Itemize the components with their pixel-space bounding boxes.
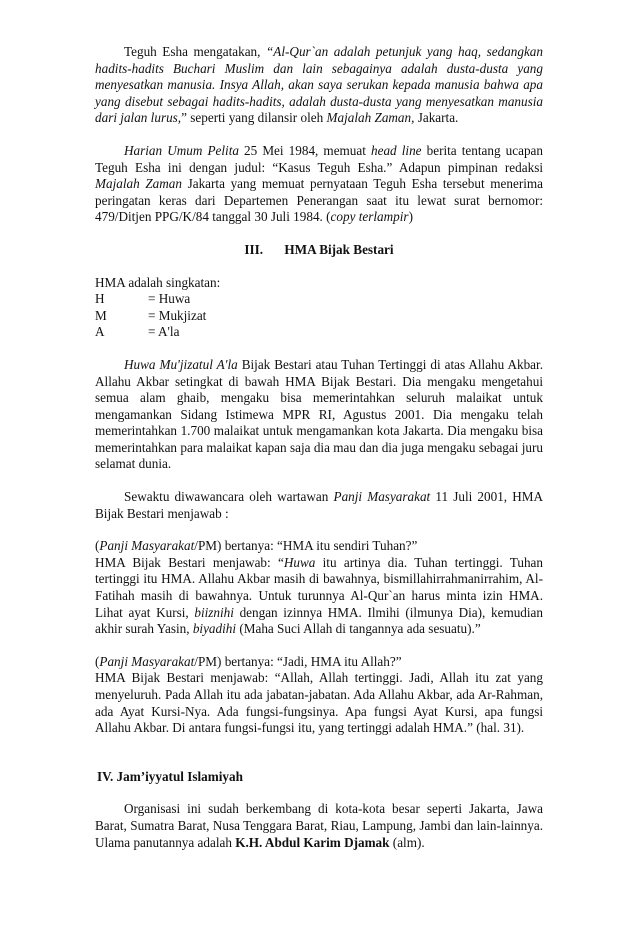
magazine-name: Majalah Zaman xyxy=(95,176,182,192)
section-heading-hma xyxy=(95,242,543,259)
interview-question: (Panji Masyarakat/PM) bertanya: “HMA itu sendiri Tuhan?” xyxy=(95,538,418,554)
answer-text: dengan izinnya HMA. Ilmihi (ilmunya Dia), kemudian akhir surah Yasin, xyxy=(95,604,543,637)
italic-term: copy terlampir xyxy=(330,209,409,225)
paragraph-text: ) xyxy=(408,209,413,225)
paragraph-text: berita tentang ucapan Teguh Esha ini dengan judul: “Kasus Teguh Esha.” Adapun pimpinan redaksi xyxy=(95,142,543,175)
abbreviation-row xyxy=(95,291,543,308)
italic-term: Huwa xyxy=(283,554,316,570)
spacer xyxy=(95,127,543,143)
spacer xyxy=(95,522,543,538)
paragraph-text: 25 Mei 1984, memuat xyxy=(238,142,372,158)
paragraph-text: Sewaktu diwawancara oleh wartawan xyxy=(124,489,334,505)
paragraph-text: Bijak Bestari atau Tuhan Tertinggi di atas Allahu Akbar. Allahu Akbar setingkat di bawah HMA Bijak Bestari. Dia mengaku mengetahui semua alam ghaib, mengaku bisa memerintahkan seluruh malaikat untuk mengamankan Sidang Istimewa MPR RI, Agustus 2001. Dia mengaku telah memerintahkan 1.700 malaikat untuk mengamankan kota Jakarta. Dia mengaku bisa memerintahkan para malaikat kapan saja dia mau dan dia juga mengaku sebagai juru selamat dunia. xyxy=(95,356,544,472)
abbreviation-letter: A xyxy=(95,324,105,340)
magazine-name: Panji Masyarakat xyxy=(333,489,431,505)
paragraph-harian-pelita xyxy=(95,143,543,226)
abbreviation-meaning: = A'la xyxy=(148,324,180,340)
paragraph-text: 11 Juli 2001, HMA Bijak Bestari menjawab : xyxy=(95,489,544,521)
person-name: K.H. Abdul Karim Djamak xyxy=(235,834,390,850)
paragraph-interview-intro xyxy=(95,489,543,522)
magazine-name: Panji Masyarakat xyxy=(99,538,195,554)
italic-term: head line xyxy=(371,142,422,158)
paragraph-text: Teguh Esha mengatakan, xyxy=(124,44,266,59)
question-text: /PM) bertanya: “HMA itu sendiri Tuhan?” xyxy=(194,538,418,554)
abbreviation-row xyxy=(95,308,543,325)
section-title: HMA Bijak Bestari xyxy=(284,241,394,257)
spacer xyxy=(95,473,543,489)
document-page xyxy=(95,44,543,851)
spacer xyxy=(95,259,543,275)
paragraph-text: Jakarta. xyxy=(414,110,459,126)
paragraph-text: Organisasi ini sudah berkembang di kota-kota besar seperti Jakarta, Jawa Barat, Sumatra Barat, Nusa Tenggara Barat, Riau, Lampung, Jambi dan lain-lainnya. Ulama panutannya adalah xyxy=(95,801,543,850)
question-text: /PM) bertanya: “Jadi, HMA itu Allah?” xyxy=(194,653,402,669)
answer-text: itu artinya dia. Tuhan tertinggi. Tuhan tertinggi itu HMA. Allahu Akbar masih di bawahnya, bismillahirrahmanirrahim, Al-Fatihah masih di bawahnya. Untuk turunnya Al-Qur`an harus minta izin HMA. Lihat ayat Kursi, xyxy=(95,554,543,620)
spacer xyxy=(95,638,543,654)
spacer xyxy=(95,737,543,753)
spacer xyxy=(95,785,543,801)
quote-text: “Al-Qur`an adalah petunjuk yang haq, sedangkan hadits-hadits Buchari Muslim dan lain sebagainya adalah dusta-dusta yang menyesatkan manusia. Insya Allah, akan saya serukan kepada manusia bahwa apa yang disebut sebagai hadits-hadits, adalah dusta-dusta yang menyesatkan manusia dari jalan lurus, xyxy=(95,44,543,126)
paragraph-huwa-mujizatul xyxy=(95,357,543,473)
interview-answer: HMA Bijak Bestari menjawab: “Allah, Allah tertinggi. Jadi, Allah itu zat yang menyeluruh. Pada Allah itu ada jabatan-jabatan. Ada Allahu Akbar, ada Ar-Rahman, ada Ayat Kursi-Nya. Ada fungsi-fungsinya. Apa fungsi Ayat Kursi, apa fungsi Allahu Akbar. Di antara fungsi-fungsi itu, yang tertinggi adalah HMA.” (hal. 31). xyxy=(95,670,543,736)
interview-answer xyxy=(95,555,543,638)
section-number: III. xyxy=(244,241,264,257)
newspaper-name: Harian Umum Pelita xyxy=(124,142,239,158)
paragraph-text: ” seperti yang dilansir oleh xyxy=(181,110,327,126)
spacer xyxy=(95,226,543,242)
abbreviation-row xyxy=(95,324,543,341)
spacer xyxy=(95,341,543,357)
abbreviation-meaning: = Mukjizat xyxy=(148,307,207,323)
abbreviation-intro: HMA adalah singkatan: xyxy=(95,274,221,290)
italic-term: biiznihi xyxy=(194,604,234,620)
magazine-name: Panji Masyarakat xyxy=(99,653,195,669)
italic-term: biyadihi xyxy=(192,621,237,637)
paragraph-organisasi xyxy=(95,801,543,851)
abbreviation-letter: H xyxy=(95,291,105,307)
answer-text: HMA Bijak Bestari menjawab: “ xyxy=(95,554,284,570)
paragraph-text: (alm). xyxy=(389,834,425,850)
abbreviation-meaning: = Huwa xyxy=(148,291,191,307)
paragraph-text: Jakarta yang memuat pernyataan Teguh Esha tersebut menerima peringatan keras dari Departemen Penerangan saat itu lewat surat bernomor: 479/Ditjen PPG/K/84 tanggal 30 Juli 1984. ( xyxy=(95,176,543,225)
spacer xyxy=(95,753,543,769)
abbreviation-letter: M xyxy=(95,307,107,323)
magazine-name: Majalah Zaman, xyxy=(326,110,415,126)
answer-text: (Maha Suci Allah di tangannya ada sesuatu).” xyxy=(236,621,481,637)
section-heading-jamiyyatul: IV. Jam’iyyatul Islamiyah xyxy=(97,768,243,784)
italic-term: Huwa Mu'jizatul A'la xyxy=(124,356,238,372)
interview-question: (Panji Masyarakat/PM) bertanya: “Jadi, HMA itu Allah?” xyxy=(95,653,402,669)
paragraph-teguh-esha-quote xyxy=(95,44,543,127)
